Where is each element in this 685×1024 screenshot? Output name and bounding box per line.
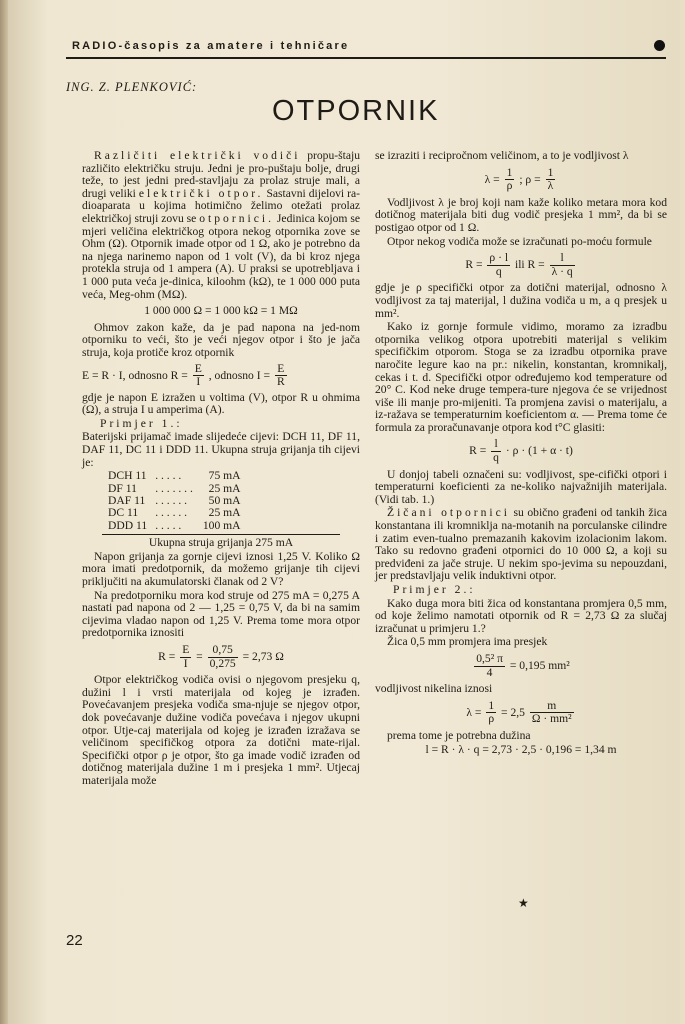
tube-name: DAF 11 (108, 494, 146, 508)
paragraph: se izraziti i recipročnom veličinom, a to je vodljivost λ (375, 149, 629, 162)
paragraph: Baterijski prijamač imade slijedeće cijevi: DCH 11, DF 11, DAF 11, DC 11 i DDD 11. Ukupna struja grijanja tih cijevi je: (82, 430, 360, 469)
leader-dots: . . . . . . (155, 506, 188, 520)
divider (102, 534, 340, 535)
paragraph: Vodljivost λ je broj koji nam kaže koliko metara mora kod dotičnog materijala biti dug vodič presjeka 1 mm², da bi se postigao otpor od 1 Ω. (375, 195, 667, 234)
header-rule (66, 57, 666, 59)
conductivity-equation: λ = $\frac{1}{\rho}$ ; ρ = $\frac{1}{\lambda}$ (484, 165, 554, 193)
paragraph: gdje je napon E izražen u voltima (V), otpor R u ohmima (Ω), a struja I u amperima (A). (82, 390, 360, 417)
tube-current: 100 mA (202, 518, 241, 532)
page-number: 22 (66, 932, 83, 949)
fraction: $\frac{E}{I}$ (194, 361, 202, 389)
leader-dots: . . . . . . (155, 494, 188, 508)
paragraph: Žica 0,5 mm promjera ima presjek (387, 635, 548, 649)
paragraph: Otpor nekog vodiča može se izračunati po-moću formule (387, 234, 652, 248)
fraction: $\frac{m}{\text{Ω · mm²}}$ (531, 698, 572, 726)
star-ornament: ★ (518, 896, 529, 910)
tube-current: 50 mA (208, 494, 241, 508)
paragraph: vodljivost nikelina iznosi (375, 682, 493, 696)
paragraph: Kako iz gornje formule vidimo, moramo za izradbu otpornika velikog otpora upotrebiti materijal s velikim specifičkim otporom. Stoga se za izradbu otpornika prave naročite legure kao na pr.: nikelin, konstantan, kromnikalj, cekas i t. d. Specifički otpor određujemo kod temperature od 20° C. Kod neke druge tempera-ture njegova će se vrijednost više ili manje pro-mijeniti. Ta promjena zavisi o materijalu, a iz-ražava se temperaturnim koeficientom α. — Prema tome će formula za proračunavanje otpora kod t°C glasiti: (375, 320, 667, 434)
paragraph: prema tome je potrebna dužina (387, 728, 531, 742)
fraction: $\frac{\rho \cdot l}{q}$ (489, 251, 509, 278)
resistance-formula: R = $\frac{\rho \cdot l}{q}$ ili R = $\frac{l}{\lambda \cdot q}$ (465, 251, 573, 278)
ohm-law-equation: E = R · I, odnosno R = $\frac{E}{I}$ , odnosno I = $\frac{E}{R}$ (82, 361, 285, 389)
paragraph: Otpor električkog vodiča ovisi o njegovom presjeku q, dužini l i vrsti materijala od kojeg je izrađen. Povećavanjem presjeka vodiča sma-njuje se njegov otpor, dok povećavanje dužine vodiča povećava i njegov ukupni otpor. Utje-caj materijala od kojeg je izrađen izražava se veličinom specifičkog otpora za dotični mate-rijal. Specifički otpor ρ je otpor, što ga imade vodič izrađen od dotičnog materijala dužine 1 m i presjeka 1 mm². Utjecaj materijala može (82, 673, 360, 787)
paragraph: Različiti električki vodiči propu-štaju različito električku struju. Jedni je pro-puštaju bolje, drugi teže, to jest jedni pred-stavljaju za prolaz struje mali, a drugi veliki električki otpor. Sastavni dijelovi ra-dioaparata u kojima hotimično želimo otežati prolaz električkoj struji zovu se otpornici. Jedinica kojom se mjeri veličina električkog otpora nekog otpornika zove se Ohm (Ω). Otpornik imade otpor od 1 Ω, ako je potrebno da na njega narinemo napon od 1 volt (V), da bi kroz njega protekla struja od 1 ampera (A). U praksi se upotrebljava i 1 000 puta veća je-dinica, kiloohm (kΩ), te 1 000 000 puta veća, Meg-ohm (MΩ). (82, 149, 361, 301)
tube-current: 25 mA (208, 506, 241, 520)
cross-section-equation: $\frac{\text{0,5² π}}{4}$ = 0,195 mm² (476, 651, 570, 679)
paragraph: Na predotporniku mora kod struje od 275 mA = 0,275 A nastati pad napona od 2 — 1,25 = 0,75 V, da bi na samim cijevima vladao napon od 1,25 V. Prema tome mora otpor predotpornika iznositi (82, 588, 360, 640)
resistor-equation: R = $\frac{E}{I}$ = $\frac{0,75}{0,275}$ = 2,73 Ω (158, 643, 284, 670)
fraction: $\frac{E}{I}$ (182, 643, 190, 670)
tube-row (108, 470, 241, 482)
fraction: $\frac{1}{\rho}$ (488, 698, 495, 726)
article-title: OTPORNIK (272, 95, 440, 127)
leader-dots: . . . . . (155, 518, 182, 532)
paragraph: gdje je ρ specifički otpor za dotični materijal, odnosno λ vodljivost za taj materijal, l dužina vodiča u m, a q presjek u mm². (375, 281, 667, 320)
total-current: Ukupna struja grijanja 275 mA (148, 536, 294, 550)
fraction: $\frac{E}{R}$ (276, 361, 285, 389)
paragraph: Kako duga mora biti žica od konstantana promjera 0,5 mm, od koje želimo namotati otpornik od R = 2,73 Ω za slučaj izračunat u primjeru 1.? (375, 596, 667, 635)
page-spine (0, 0, 8, 1024)
fraction: $\frac{1}{\rho}$ (506, 165, 513, 193)
units-equation: 1 000 000 Ω = 1 000 kΩ = 1 MΩ (144, 304, 298, 318)
tube-name: DC 11 (108, 506, 139, 520)
author: ING. Z. PLENKOVIĆ: (66, 80, 198, 94)
tube-row (108, 507, 241, 519)
length-result: l = R · λ · q = 2,73 · 2,5 · 0,196 = 1,34 m (425, 742, 617, 756)
example-label: Primjer 2.: (393, 583, 476, 596)
running-header: RADIO-časopis za amatere i tehničare (72, 40, 350, 52)
tube-current: 25 mA (208, 481, 241, 495)
leader-dots: . . . . . . . (155, 481, 193, 495)
paragraph: Žičani otpornici su obično građeni od tankih žica konstantana ili kromniklja na-motanih na porculanske cilindre i zatim even-tualno premazanih kakovim izolacionim lakom. Tako su redovno građeni otpornici do 10 000 Ω, a koji su predviđeni za jače struje. U nekim spo-jevima su nepouzdani, jer predstavljaju velik induktivni otpor. (375, 506, 667, 583)
leader-dots: . . . . . (155, 469, 182, 483)
tube-current-table (108, 470, 241, 532)
example-label: Primjer 1.: (100, 416, 183, 430)
paragraph: Napon grijanja za gornje cijevi iznosi 1,25 V. Koliko Ω mora imati predotpornik, da možemo grijanje tih cijevi priključiti na akumulatorski članak od 2 V? (82, 549, 360, 589)
tube-current: 75 mA (208, 469, 241, 483)
tube-row (108, 520, 241, 532)
tube-name: DDD 11 (108, 518, 148, 532)
paragraph: Ohmov zakon kaže, da je pad napona na jed-nom otporniku to veći, što je veći njegov otpor i što je jača struja, koja protiče kroz otpornik (82, 320, 360, 359)
temperature-formula: R = $\frac{l}{q}$ · ρ · (1 + α · t) (469, 437, 573, 465)
fraction: $\frac{0,75}{0,275}$ (209, 643, 236, 670)
left-column (82, 150, 360, 789)
nickelin-conductivity-equation: λ = $\frac{1}{\rho}$ = 2,5 $\frac{m}{\text{Ω · mm²}}$ (466, 698, 572, 726)
tube-name: DF 11 (108, 481, 137, 495)
paragraph: U donjoj tabeli označeni su: vodljivost, spe-cifički otpori i temperaturni koeficienti za ne-koliko najvažnijih materijala. (Vidi tab. 1.) (375, 467, 667, 506)
fraction: $\frac{1}{\lambda}$ (547, 165, 554, 193)
tube-name: DCH 11 (108, 469, 147, 483)
fraction: $\frac{l}{q}$ (493, 437, 499, 465)
right-column (375, 150, 667, 757)
fraction: $\frac{l}{\lambda \cdot q}$ (551, 251, 573, 278)
fraction: $\frac{\text{0,5² π}}{4}$ (476, 651, 503, 679)
header-dot (654, 40, 665, 51)
